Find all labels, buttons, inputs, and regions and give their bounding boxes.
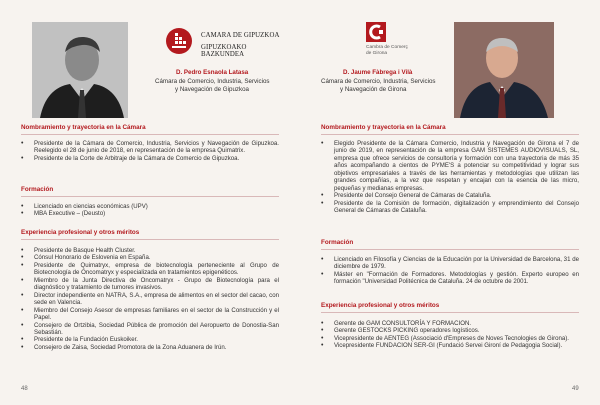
person-name: D. Pedro Esnaola Latasa [176, 69, 249, 76]
portrait-photo-esnaola [32, 22, 128, 118]
formacion-list [321, 256, 579, 286]
section-title-experiencia: Experiencia profesional y otros méritos [321, 302, 440, 309]
nombramiento-list [321, 140, 579, 215]
camara-gipuzkoa-emblem-icon [165, 26, 193, 56]
section-title-formacion: Formación [321, 239, 354, 246]
list-item: • Consejero de Zaisa, Sociedad Promotora de la Zona Aduanera de Irún. [21, 344, 279, 351]
list-item: • Máster en "Formación de Formadores. Metodologías y gestión. Experto europeo en formación "Universidad Politécnica de Cataluña. 24 de octubre de 2001. [321, 271, 579, 286]
list-item: • Director independiente en NATRA, S.A., empresa de alimentos en el sector del cacao, con sede en Valencia. [21, 292, 279, 307]
list-item: • Miembro del Consejo Asesor de empresas familiares en el sector de la Construcción y el Papel. [21, 307, 279, 322]
section-divider [321, 134, 579, 135]
list-item: • Miembro de la Junta Directiva de Oncomatryx - Grupo de Biotecnología para el diagnóstico y tratamiento de tumores invasivos. [21, 277, 279, 292]
cambra-girona-line2: de Girona [366, 51, 388, 56]
list-item: • Licenciado en Filosofía y Ciencias de la Educación por la Universidad de Barcelona, 31 de diciembre de 1979. [321, 256, 579, 271]
list-item: • Vicepresidente de AENTEG (Associació d'Empreses de Noves Tecnologies de Girona). [321, 335, 579, 342]
experiencia-list [321, 320, 579, 350]
portrait-photo-fabrega [454, 22, 554, 118]
cambra-girona-logo [366, 22, 426, 58]
person-role-line2: y Navegación de Girona [340, 86, 407, 93]
section-divider [321, 312, 579, 313]
list-item: • MBA Executive – (Deusto) [21, 210, 279, 217]
camara-gipuzkoa-line2: GIPUZKOAKO BAZKUNDEA [201, 44, 247, 58]
list-item: • Gerente de GAM CONSULTORÍA Y FORMACION. [321, 320, 579, 327]
section-divider [21, 239, 279, 240]
list-item: • Presidente de la Comisión de formación, digitalización y emprendimiento del Consejo General de Cámaras de Cataluña. [321, 200, 579, 215]
nombramiento-list [21, 140, 279, 162]
list-item: • Presidente de Quimatryx, empresa de biotecnología perteneciente al Grupo de Biotecnología de Oncomatryx y especializada en tratamientos epigenéticos. [21, 262, 279, 277]
section-divider [321, 249, 579, 250]
list-item: • Cónsul Honorario de Eslovenia en España. [21, 254, 279, 261]
camara-gipuzkoa-line1: CAMARA DE GIPUZKOA [201, 32, 280, 39]
right-page [300, 0, 600, 405]
section-title-formacion: Formación [21, 186, 54, 193]
list-item: • Licenciado en ciencias económicas (UPV) [21, 203, 279, 210]
list-item: • Presidente de la Corte de Arbitraje de la Cámara de Comercio de Gipuzkoa. [21, 155, 279, 162]
list-item: • Gerente GESTOCKS PICKING operadores logísticos. [321, 327, 579, 334]
person-role-line1: Cámara de Comercio, Industria, Servicios [321, 78, 436, 85]
section-divider [21, 134, 279, 135]
section-title-nombramiento: Nombramiento y trayectoria en la Cámara [321, 124, 446, 131]
list-item: • Presidente de Basque Health Cluster. [21, 247, 279, 254]
page-number: 49 [572, 386, 579, 392]
page-number: 48 [21, 386, 28, 392]
section-title-experiencia: Experiencia profesional y otros méritos [21, 229, 140, 236]
section-divider [21, 196, 279, 197]
cambra-girona-line1: Cambra de Comerç [366, 45, 408, 50]
list-item: • Presidente del Consejo General de Cámaras de Cataluña. [321, 192, 579, 199]
experiencia-list [21, 247, 279, 351]
cambra-girona-emblem-icon [366, 22, 386, 42]
list-item: • Consejero de Ortzibia, Sociedad Pública de promoción del Aeropuerto de Donostia-San Sebastián. [21, 322, 279, 337]
person-role-line1: Cámara de Comercio, Industria, Servicios [155, 78, 270, 85]
person-role-line2: y Navegación de Gipuzkoa [175, 86, 249, 93]
formacion-list [21, 203, 279, 218]
list-item: • Vicepresidente FUNDACION SER-GI (Fundació Servei Gironí de Pedagogia Social). [321, 342, 579, 349]
person-name: D. Jaume Fàbrega i Vilà [343, 69, 413, 76]
section-title-nombramiento: Nombramiento y trayectoria en la Cámara [21, 124, 146, 131]
list-item: • Presidente de la Fundación Euskoiker. [21, 336, 279, 343]
list-item: • Elegido Presidente de la Cámara Comercio, Industria y Navegación de Girona el 7 de junio de 2019, en representación de la empresa GAM SISTEMES AUDIOVISUALS, SL, empresa que ofrece servicios de consultoría y formación con una trayectoria de más 35 años acompañando a cientos de PYME'S a potenciar su competitividad y lograr sus objetivos empresariales a través de las herramientas y metodologías que utilizan las grandes compañías, a la vez que respetan y encajan con la esencia de las micro, pequeñas y medianas empresas. [321, 140, 579, 192]
list-item: • Presidente de la Cámara de Comercio, Industria, Servicios y Navegación de Gipuzkoa. Reelegido el 28 de junio de 2018, en representación de la empresa Quimatrix. [21, 140, 279, 155]
camara-gipuzkoa-logo [165, 26, 285, 66]
